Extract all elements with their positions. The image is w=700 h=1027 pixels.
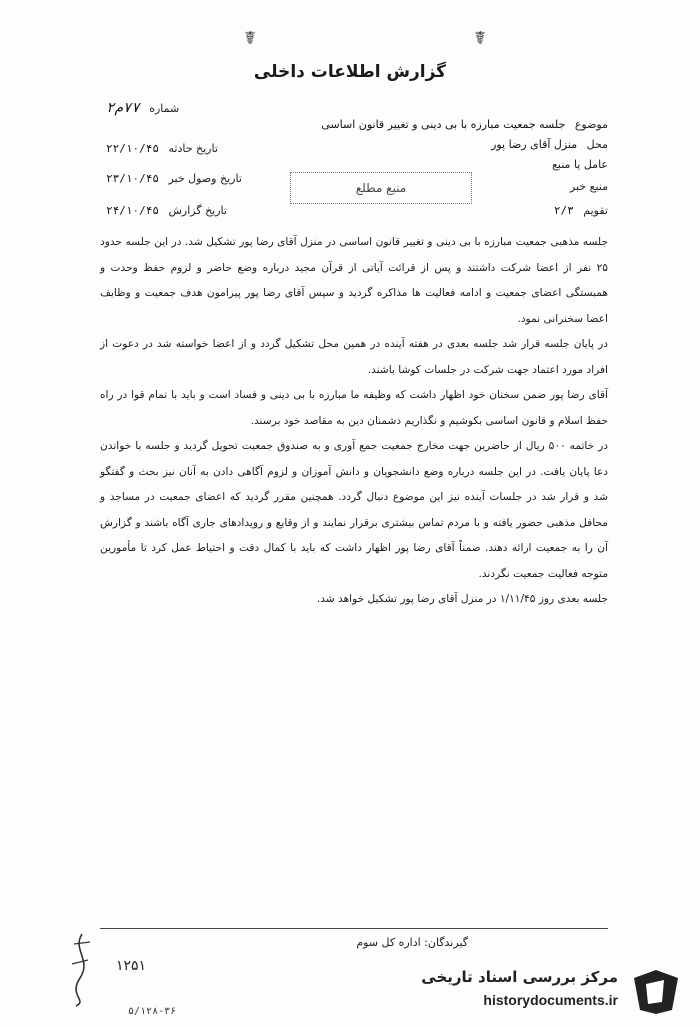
margin-signature xyxy=(62,930,102,1010)
place-row xyxy=(491,138,608,151)
emblem-left-icon: ☤ xyxy=(244,28,257,49)
event-date-label: تاریخ حادثه xyxy=(168,142,218,155)
margin-number: ۱۲۵۱ xyxy=(116,958,147,974)
evaluation-label: تقویم xyxy=(583,204,608,217)
report-date-label: تاریخ گزارش xyxy=(168,204,227,217)
archive-logo-icon xyxy=(628,966,684,1016)
document-title: گزارش اطلاعات داخلی xyxy=(253,62,447,82)
event-date-row xyxy=(106,142,218,155)
number-value: ۷۷م۲ xyxy=(106,100,140,116)
number-label: شماره xyxy=(149,102,180,115)
report-date-row xyxy=(106,204,227,217)
paragraph: آقای رضا پور ضمن سخنان خود اظهار داشت که وظیفه ما مبارزه با بی دینی و فساد است و باید با تمام قوا در راه حفظ اسلام و قانون اساسی بکوشیم و نگذاریم دشمنان دین به مقاصد خود برسند. xyxy=(100,389,608,427)
paragraph: جلسه بعدی روز ۱/۱۱/۴۵ در منزل آقای رضا پور تشکیل خواهد شد. xyxy=(316,593,608,605)
evaluation-row xyxy=(554,204,608,217)
emblem-right-icon: ☤ xyxy=(474,28,487,49)
watermark xyxy=(408,966,688,1016)
subject-value: جلسه جمعیت مبارزه با بی دینی و تغییر قانون اساسی xyxy=(321,118,566,131)
paragraph: جلسه مذهبی جمعیت مبارزه با بی دینی و تغییر قانون اساسی در منزل آقای رضا پور تشکیل شد. در این جلسه حدود ۲۵ نفر از اعضا شرکت داشتند و پس از قرائت آیاتی از قرآن مجید درباره وضع حاضر و لزوم حفظ وحدت و همبستگی اعضای جمعیت و ادامه فعالیت ها مذاکره گردید و سپس آقای رضا پور پیرامون هدف جمعیت و وظایف اعضا سخنرانی نمود. xyxy=(100,236,608,325)
archive-number: ۵/۱۲۸-۳۶ xyxy=(128,1006,177,1017)
number-row xyxy=(106,100,179,116)
report-date-value: ۲۴/۱۰/۴۵ xyxy=(106,204,159,217)
subject-row xyxy=(248,118,608,131)
source-row xyxy=(570,180,608,193)
evaluation-value: ۲/۳ xyxy=(553,204,574,217)
recipients-note: گیرندگان: اداره کل سوم xyxy=(356,936,468,949)
source-stamp: منبع مطلع xyxy=(290,172,472,204)
place-label: محل xyxy=(586,138,608,151)
paragraph: در پایان جلسه قرار شد جلسه بعدی در هفته آینده در همین محل تشکیل گردد و از اعضا خواسته شد در دعوت از افراد مورد اعتماد جهت شرکت در جلسات کوشا باشند. xyxy=(100,338,608,376)
place-value: منزل آقای رضا پور xyxy=(491,138,578,151)
receive-date-label: تاریخ وصول خبر xyxy=(168,172,242,185)
watermark-url: historydocuments.ir xyxy=(483,992,618,1008)
watermark-title: مرکز بررسی اسناد تاریخی xyxy=(421,968,618,986)
event-date-value: ۲۲/۱۰/۴۵ xyxy=(106,142,159,155)
agency-label: عامل یا منبع xyxy=(552,158,608,171)
subject-label: موضوع xyxy=(574,118,608,131)
footer-divider xyxy=(100,928,608,929)
receive-date-value: ۲۳/۱۰/۴۵ xyxy=(106,172,159,185)
agency-row xyxy=(552,158,608,171)
paragraph: در خاتمه ۵۰۰ ریال از حاضرین جهت مخارج جمعیت جمع آوری و به صندوق جمعیت تحویل گردید و جلسه با خواندن دعا پایان یافت. در این جلسه درباره وضع دانشجویان و دانش آموزان و لزوم آگاهی دادن به آنان نیز بحث و گفتگو شد و قرار شد در جلسات آینده نیز این موضوع دنبال گردد. همچنین مقرر گردید که اعضای جمعیت در مساجد و محافل مذهبی حضور یافته و با مردم تماس بیشتری برقرار نمایند و از وقایع و رویدادهای جاری آگاه باشند و گزارش آن را به جمعیت ارائه دهند. ضمناً آقای رضا پور اظهار داشت که باید با کمال دقت و احتیاط عمل کرد تا مأمورین متوجه فعالیت جمعیت نگردند. xyxy=(100,440,608,580)
receive-date-row xyxy=(106,172,242,185)
report-body xyxy=(100,230,608,613)
source-label: منبع خبر xyxy=(569,180,608,193)
